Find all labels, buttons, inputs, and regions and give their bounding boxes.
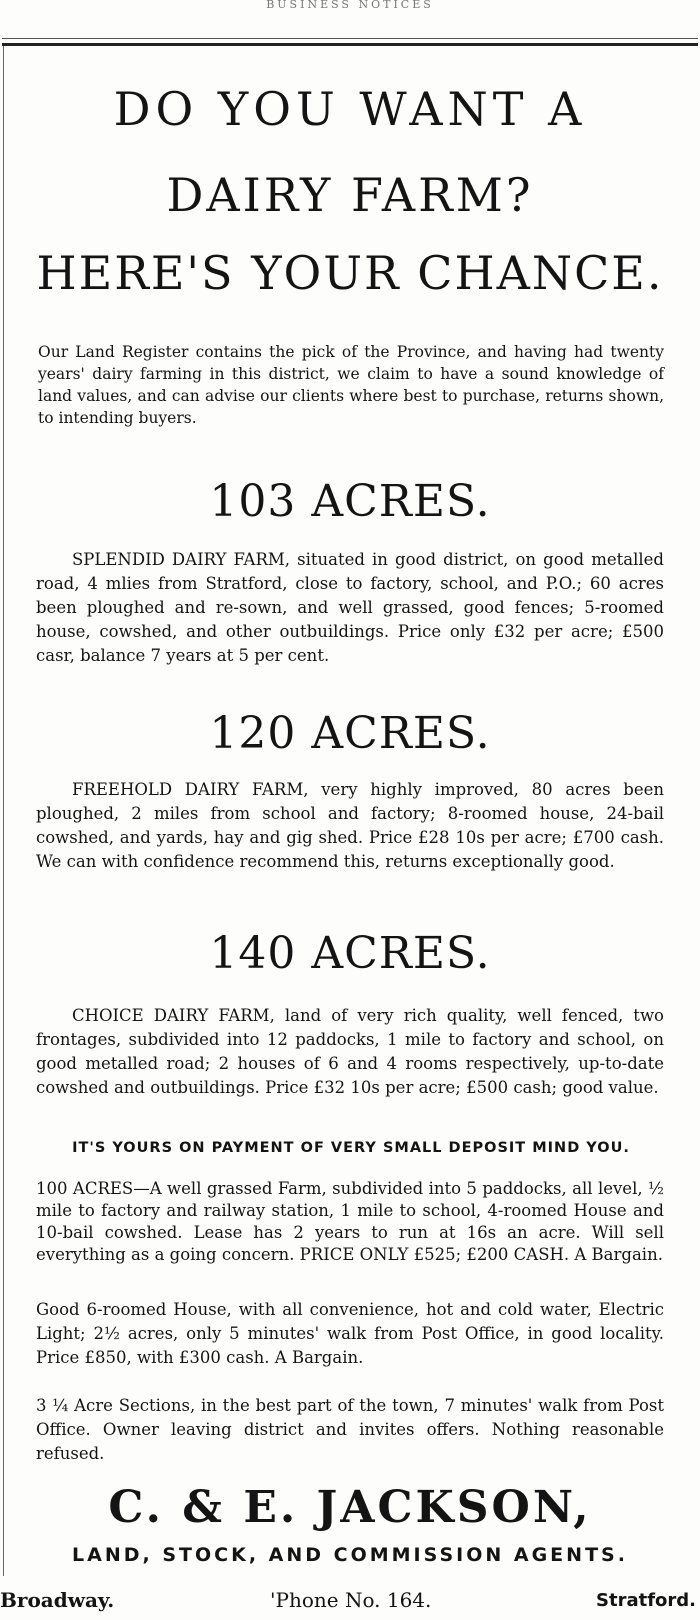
listing-text-120-acres: FREEHOLD DAIRY FARM, very highly improved, 80 acres been ploughed, 2 miles from school and factory; 8-roomed house, 24-bail cowshed, and yards, hay and gig shed. Price £28 10s per acre; £700 cash. We can with confidence recommend this, returns exceptionally good. <box>36 780 664 871</box>
firm-town: Stratford. <box>596 1590 696 1611</box>
top-rule <box>2 43 698 46</box>
masthead: BUSINESS NOTICES <box>266 0 434 11</box>
deposit-heading: IT'S YOURS ON PAYMENT OF VERY SMALL DEPOSIT MIND YOU. <box>72 1140 630 1156</box>
headline-line-2: DAIRY FARM? <box>166 168 534 222</box>
listing-text-140-acres: CHOICE DAIRY FARM, land of very rich quality, well fenced, two frontages, subdivided into 12 paddocks, 1 mile to factory and school, on good metalled road; 2 houses of 6 and 4 rooms respectively, up-to-date cowshed and outbuildings. Price £32 10s per acre; £500 cash; good value. <box>36 1006 664 1097</box>
headline-line-1: DO YOU WANT A <box>113 82 587 136</box>
lease-offer: 100 ACRES—A well grassed Farm, subdivided into 5 paddocks, all level, ½ mile to factory and railway station, 1 mile to school, 4-roomed House and 10-bail cowshed. Lease has 2 years to run at 16s an acre. Will sell everything as a going concern. PRICE ONLY £525; £200 CASH. A Bargain. <box>36 1179 664 1264</box>
firm-street: Broadway. <box>0 1588 115 1612</box>
firm-phone: 'Phone No. 164. <box>270 1588 432 1612</box>
top-rule-thin <box>2 38 698 39</box>
headline-line-3: HERE'S YOUR CHANCE. <box>36 246 664 300</box>
listing-heading-140-acres: 140 ACRES. <box>209 928 491 979</box>
intro-paragraph: Our Land Register contains the pick of the Province, and having had twenty years' dairy farming in this district, we claim to have a sound knowledge of land values, and can advise our clients where best to purchase, returns shown, to intending buyers. <box>38 343 664 427</box>
firm-name: C. & E. JACKSON, <box>108 1482 592 1533</box>
house-offer: Good 6-roomed House, with all convenience, hot and cold water, Electric Light; 2½ acres, only 5 minutes' walk from Post Office, in good locality. Price £850, with £300 cash. A Bargain. <box>36 1300 664 1367</box>
listing-text-103-acres: SPLENDID DAIRY FARM, situated in good district, on good metalled road, 4 mlies from Stratford, close to factory, school, and P.O.; 60 acres been ploughed and re-sown, and well grassed, good fences; 5-roomed house, cowshed, and other outbuildings. Price only £32 per acre; £500 casr, balance 7 years at 5 per cent. <box>36 550 664 665</box>
listing-heading-103-acres: 103 ACRES. <box>209 476 491 527</box>
listing-heading-120-acres: 120 ACRES. <box>209 708 491 759</box>
sections-offer: 3 ¼ Acre Sections, in the best part of the town, 7 minutes' walk from Post Office. Owner leaving district and invites offers. Nothing reasonable refused. <box>36 1396 664 1463</box>
firm-description: LAND, STOCK, AND COMMISSION AGENTS. <box>72 1544 628 1566</box>
